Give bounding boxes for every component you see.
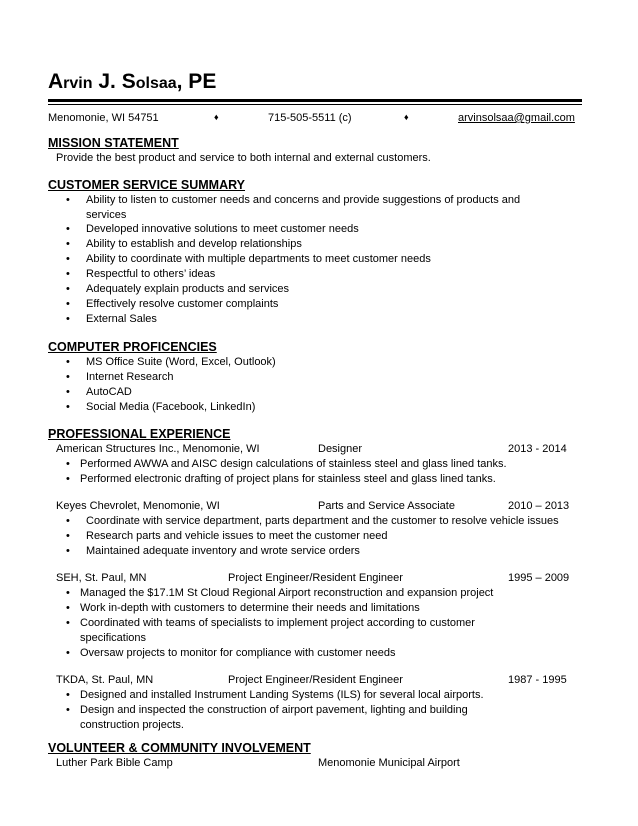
job-bullet: Design and inspected the construction of airport pavement, lighting and building <box>80 704 468 716</box>
job-bullet: Coordinate with service department, parts department and the customer to resolve vehicle issues <box>86 515 559 527</box>
job-bullet: Work in-depth with customers to determine their needs and limitations <box>80 602 420 614</box>
list-item: Respectful to others’ ideas <box>86 268 216 280</box>
name-rvin: rvin <box>63 75 93 92</box>
job-bullet: Performed AWWA and AISC design calculations of stainless steel and glass lined tanks. <box>80 458 507 470</box>
bullet-icon: • <box>66 386 70 398</box>
job-role: Designer <box>318 443 363 455</box>
bullet-icon: • <box>66 689 70 701</box>
bullet-icon: • <box>66 602 70 614</box>
list-item: Ability to coordinate with multiple departments to meet customer needs <box>86 253 431 265</box>
job-dates: 1987 - 1995 <box>508 674 567 686</box>
list-item: Adequately explain products and services <box>86 283 290 295</box>
bullet-icon: • <box>66 530 70 542</box>
mission-text: Provide the best product and service to both internal and external customers. <box>56 152 431 164</box>
list-item-continuation: services <box>86 209 127 221</box>
phone: 715-505-5511 (c) <box>268 112 352 124</box>
mission-heading: MISSION STATEMENT <box>48 136 179 150</box>
list-item: Internet Research <box>86 371 174 383</box>
job-role: Project Engineer/Resident Engineer <box>228 572 403 584</box>
bullet-icon: • <box>66 587 70 599</box>
bullet-icon: • <box>66 223 70 235</box>
job-bullet: Research parts and vehicle issues to meet the customer need <box>86 530 388 542</box>
name-initial-a: A <box>48 70 64 93</box>
job-employer: SEH, St. Paul, MN <box>56 572 147 584</box>
bullet-icon: • <box>66 283 70 295</box>
header-rule-thick <box>48 99 582 102</box>
list-item: Developed innovative solutions to meet customer needs <box>86 223 359 235</box>
job-bullet: Maintained adequate inventory and wrote service orders <box>86 545 360 557</box>
bullet-icon: • <box>66 458 70 470</box>
job-dates: 2010 – 2013 <box>508 500 570 512</box>
bullet-icon: • <box>66 298 70 310</box>
bullet-icon: • <box>66 371 70 383</box>
header-rule-thin <box>48 104 582 105</box>
list-item: MS Office Suite (Word, Excel, Outlook) <box>86 356 276 368</box>
job-role: Parts and Service Associate <box>318 500 455 512</box>
bullet-icon: • <box>66 238 70 250</box>
bullet-icon: • <box>66 194 70 206</box>
job-employer: American Structures Inc., Menomonie, WI <box>56 443 260 455</box>
list-item: Ability to listen to customer needs and concerns and provide suggestions of products and <box>86 194 521 206</box>
experience-heading: PROFESSIONAL EXPERIENCE <box>48 427 231 441</box>
job-bullet: Managed the $17.1M St Cloud Regional Airport reconstruction and expansion project <box>80 587 494 599</box>
candidate-name <box>48 70 216 94</box>
separator-diamond-icon: ♦ <box>214 112 219 122</box>
job-dates: 1995 – 2009 <box>508 572 570 584</box>
job-dates: 2013 - 2014 <box>508 443 567 455</box>
list-item: Social Media (Facebook, LinkedIn) <box>86 401 256 413</box>
job-bullet-continuation: construction projects. <box>80 719 184 731</box>
job-employer: Keyes Chevrolet, Menomonie, WI <box>56 500 220 512</box>
job-bullet: Designed and installed Instrument Landing Systems (ILS) for several local airports. <box>80 689 484 701</box>
computer-heading: COMPUTER PROFICENCIES <box>48 340 217 354</box>
customer-service-heading: CUSTOMER SERVICE SUMMARY <box>48 178 246 192</box>
volunteer-left: Luther Park Bible Camp <box>56 757 173 769</box>
volunteer-right: Menomonie Municipal Airport <box>318 757 460 769</box>
job-role: Project Engineer/Resident Engineer <box>228 674 403 686</box>
list-item: Effectively resolve customer complaints <box>86 298 279 310</box>
bullet-icon: • <box>66 515 70 527</box>
name-initial-s: S <box>121 70 136 93</box>
job-bullet: Oversaw projects to monitor for compliance with customer needs <box>80 647 396 659</box>
bullet-icon: • <box>66 617 70 629</box>
bullet-icon: • <box>66 313 70 325</box>
name-pe: , PE <box>176 70 217 93</box>
bullet-icon: • <box>66 647 70 659</box>
bullet-icon: • <box>66 401 70 413</box>
address: Menomonie, WI 54751 <box>48 112 159 124</box>
list-item: AutoCAD <box>86 386 132 398</box>
bullet-icon: • <box>66 356 70 368</box>
bullet-icon: • <box>66 545 70 557</box>
job-employer: TKDA, St. Paul, MN <box>56 674 154 686</box>
bullet-icon: • <box>66 253 70 265</box>
name-olsaa: olsaa <box>135 75 177 92</box>
bullet-icon: • <box>66 473 70 485</box>
volunteer-heading: VOLUNTEER & COMMUNITY INVOLVEMENT <box>48 741 311 755</box>
job-bullet-continuation: specifications <box>80 632 147 644</box>
separator-diamond-icon: ♦ <box>404 112 409 122</box>
job-bullet: Performed electronic drafting of project plans for stainless steel and glass lined tanks. <box>80 473 496 485</box>
bullet-icon: • <box>66 704 70 716</box>
job-bullet: Coordinated with teams of specialists to implement project according to customer <box>80 617 475 629</box>
name-j: J. <box>92 70 122 93</box>
email-link[interactable]: arvinsolsaa@gmail.com <box>458 112 575 124</box>
list-item: External Sales <box>86 313 157 325</box>
list-item: Ability to establish and develop relationships <box>86 238 302 250</box>
bullet-icon: • <box>66 268 70 280</box>
